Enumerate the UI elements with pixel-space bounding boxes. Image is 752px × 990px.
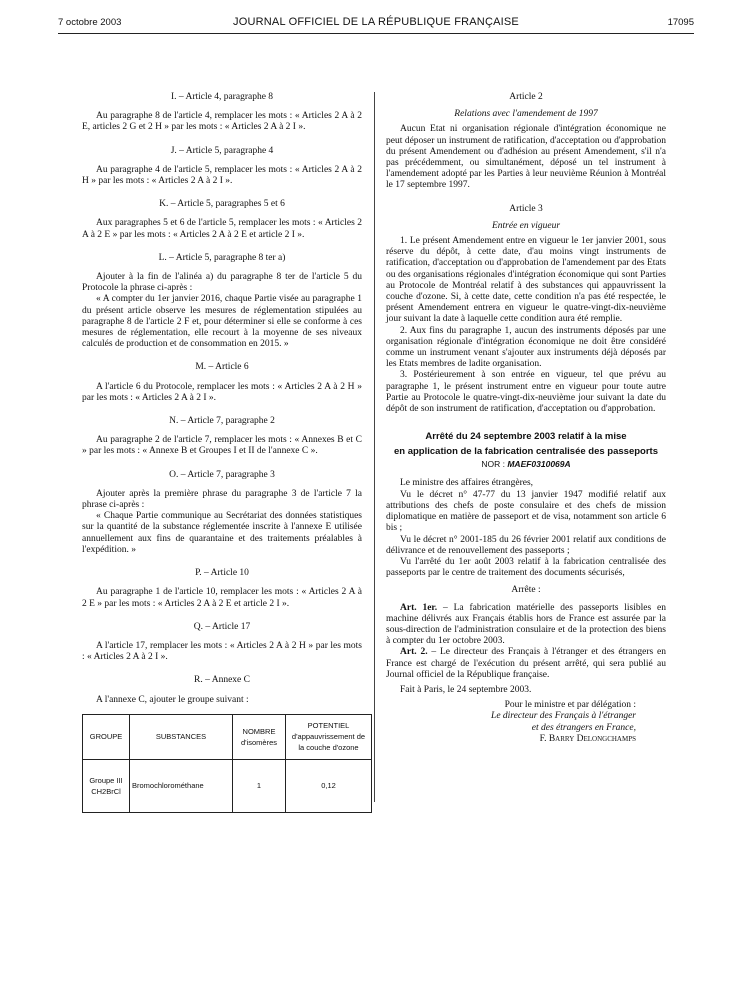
article-1-label: Art. 1er. (400, 602, 438, 613)
header-title: JOURNAL OFFICIEL DE LA RÉPUBLIQUE FRANÇAISE (233, 16, 519, 28)
section-o-quote: « Chaque Partie communique au Secrétariat des données statistiques sur la quantité de la substance réglementée inscrite à l'annexe E utilisée annuellement aux fins de quarantaine et des traitements préalables à l'expédition. » (82, 511, 362, 555)
vu-arrete-2003: Vu l'arrêté du 1er août 2003 relatif à la fabrication centralisée des passeports par le centre de traitement des documents sécurisés, (386, 556, 666, 579)
article-1 (386, 603, 666, 648)
table-header-row (83, 714, 372, 759)
table-cell-potentiel: 0,12 (286, 759, 372, 812)
table-header-substances: SUBSTANCES (130, 714, 233, 759)
arrete-title-line-2: en application de la fabrication centralisée des passeports (394, 446, 658, 458)
header-page-number: 17095 (667, 17, 694, 28)
article-3-subtitle: Entrée en vigueur (491, 220, 561, 231)
article-2-arrete (386, 647, 666, 681)
section-p-text: Au paragraphe 1 de l'article 10, remplacer les mots : « Articles 2 A à 2 E » par les mots : « Articles 2 A à 2 E et article 2 I ». (82, 587, 362, 609)
article-3-heading: Article 3 (509, 203, 543, 214)
article-3-para-2: 2. Aux fins du paragraphe 1, aucun des instruments déposés par une organisation régionale d'intégration économique ne doit être considéré comme un instrument venant s'ajouter aux instruments déjà déposés par les Etats membres de ladite organisation. (386, 325, 666, 370)
column-divider (374, 92, 375, 802)
nor-code: MAEF0310069A (507, 459, 571, 470)
section-m-heading: M. – Article 6 (195, 362, 249, 373)
section-n-text: Au paragraphe 2 de l'article 7, remplacer les mots : « Annexes B et C » par les mots : « Annexe B et Groupes I et II de l'annexe C ». (82, 435, 362, 457)
section-o-text: Ajouter après la première phrase du paragraphe 3 de l'article 7 la phrase ci-après : (82, 488, 362, 511)
section-o-heading: O. – Article 7, paragraphe 3 (169, 469, 275, 480)
annex-c-table (82, 714, 372, 813)
article-3-para-1: 1. Le présent Amendement entre en vigueur le 1er janvier 2001, sous réserve du dépôt, à cette date, d'au moins vingt instruments de ratification, d'acceptation ou d'approbation de l'amendement par des Etats ou des organisations régionales d'intégration économique qui sont Parties au Protocole de Montréal relatif à des substances qui appauvrissent la couche d'ozone. Si, à cette date, cette condition n'a pas été respectée, le présent Amendement entrera en vigueur le quatre-vingt-dix-neuvième jour suivant la date à laquelle cette condition aura été remplie. (386, 236, 666, 325)
table-row (83, 759, 372, 812)
vu-decret-1947: Vu le décret n° 47-77 du 13 janvier 1947 modifié relatif aux attributions des chefs de poste consulaire et des chefs de mission diplomatique en matière de passeport et de visa, notamment son article 6 bis ; (386, 489, 666, 534)
header-rule (58, 33, 694, 34)
table-header-groupe: GROUPE (83, 714, 130, 759)
section-r-text: A l'annexe C, ajouter le groupe suivant : (96, 694, 249, 705)
signatory-name: F. Barry Delongchamps (539, 733, 636, 744)
section-p-heading: P. – Article 10 (195, 568, 249, 579)
article-2-text: Aucun Etat ni organisation régionale d'intégration économique ne peut déposer un instrument de ratification, d'acceptation ou d'approbation du présent Amendement ou d'adhésion au présent Amendement, s'il n'a pas précédemment, ou simultanément, déposé un tel instrument à l'amendement adopté par les Parties à leur neuvième Réunion à Montréal le 17 septembre 1997. (386, 124, 666, 191)
table-header-potentiel: POTENTIEL d'appauvrissement de la couche d'ozone (286, 714, 372, 759)
arrete-title-line-1: Arrêté du 24 septembre 2003 relatif à la mise (425, 431, 627, 443)
article-2-label: Art. 2. (400, 647, 428, 658)
table-cell-groupe: Groupe III CH2BrCl (83, 759, 130, 812)
nor-label: NOR : (481, 459, 505, 470)
left-column (82, 92, 366, 813)
right-column (386, 92, 666, 745)
section-m-text: A l'article 6 du Protocole, remplacer les mots : « Articles 2 A à 2 H » par les mots : « Articles 2 A à 2 I ». (82, 381, 362, 403)
article-2-heading: Article 2 (509, 92, 543, 102)
signature-line-3: et des étrangers en France, (531, 722, 636, 733)
vu-decret-2001: Vu le décret n° 2001-185 du 26 février 2001 relatif aux conditions de délivrance et de renouvellement des passeports ; (386, 534, 666, 556)
section-q-text: A l'article 17, remplacer les mots : « Articles 2 A à 2 H » par les mots : « Articles 2 A à 2 I ». (82, 640, 362, 663)
header-date: 7 octobre 2003 (58, 17, 122, 28)
fait-a-paris: Fait à Paris, le 24 septembre 2003. (400, 684, 532, 695)
table-header-nombre: NOMBRE d'isomères (233, 714, 286, 759)
section-j-text: Au paragraphe 4 de l'article 5, remplacer les mots : « Articles 2 A à 2 H » par les mots : « Articles 2 A à 2 I ». (82, 164, 362, 187)
section-l-text: Ajouter à la fin de l'alinéa a) du paragraphe 8 ter de l'article 5 du Protocole la phrase ci-après : (82, 272, 362, 294)
article-2-arrete-text: – Le directeur des Français à l'étranger et des étrangers en France est chargé de l'exécution du présent arrêté, qui sera publié au Journal officiel de la République française. (386, 647, 667, 680)
section-i-heading: I. – Article 4, paragraphe 8 (170, 92, 274, 102)
section-k-heading: K. – Article 5, paragraphes 5 et 6 (159, 199, 285, 210)
nor-reference (386, 459, 666, 470)
section-l-heading: L. – Article 5, paragraphe 8 ter a) (158, 252, 286, 263)
table-cell-nombre: 1 (233, 759, 286, 812)
table-cell-substance: Bromochlorométhane (130, 759, 233, 812)
section-l-quote: « A compter du 1er janvier 2016, chaque Partie visée au paragraphe 1 du présent article observe les mesures de réglementation stipulées au paragraphe 8 de l'article 2 F et, pour déterminer si elle se conforme à ces mesures de réglementation, elle recourt à la moyenne de ses niveaux calculés de production et de consommation en 2015. » (82, 294, 362, 350)
section-k-text: Aux paragraphes 5 et 6 de l'article 5, remplacer les mots : « Articles 2 A à 2 E » par les mots : « Articles 2 A à 2 E et article 2 I ». (82, 218, 362, 240)
section-n-heading: N. – Article 7, paragraphe 2 (169, 416, 275, 427)
article-2-subtitle: Relations avec l'amendement de 1997 (454, 109, 598, 120)
section-r-heading: R. – Annexe C (194, 675, 250, 686)
signature-line-2: Le directeur des Français à l'étranger (491, 711, 636, 722)
arrete-word: Arrête : (511, 585, 541, 596)
section-q-heading: Q. – Article 17 (193, 621, 251, 632)
page-header (0, 11, 752, 27)
article-3-para-3: 3. Postérieurement à son entrée en vigueur, tel que prévu au paragraphe 1, le présent instrument entre en vigueur pour toute autre Partie au Protocole le quatre-vingt-dix-neuvième jour suivant la date du dépôt de son instrument de ratification, d'acceptation ou d'approbation. (386, 370, 666, 415)
article-1-text: – La fabrication matérielle des passeports lisibles en machine délivrés aux Français établis hors de France est assurée par la sous-direction de l'administration consulaire et de la protection des biens à compter du 1er octobre 2003. (386, 602, 666, 647)
signature-line-1: Pour le ministre et par délégation : (504, 700, 636, 711)
section-j-heading: J. – Article 5, paragraphe 4 (170, 145, 274, 156)
minister-line: Le ministre des affaires étrangères, (400, 478, 534, 489)
section-i-text: Au paragraphe 8 de l'article 4, remplacer les mots : « Articles 2 A à 2 E, articles 2 G et 2 H » par les mots : « Articles 2 A à 2 I ». (82, 111, 362, 133)
